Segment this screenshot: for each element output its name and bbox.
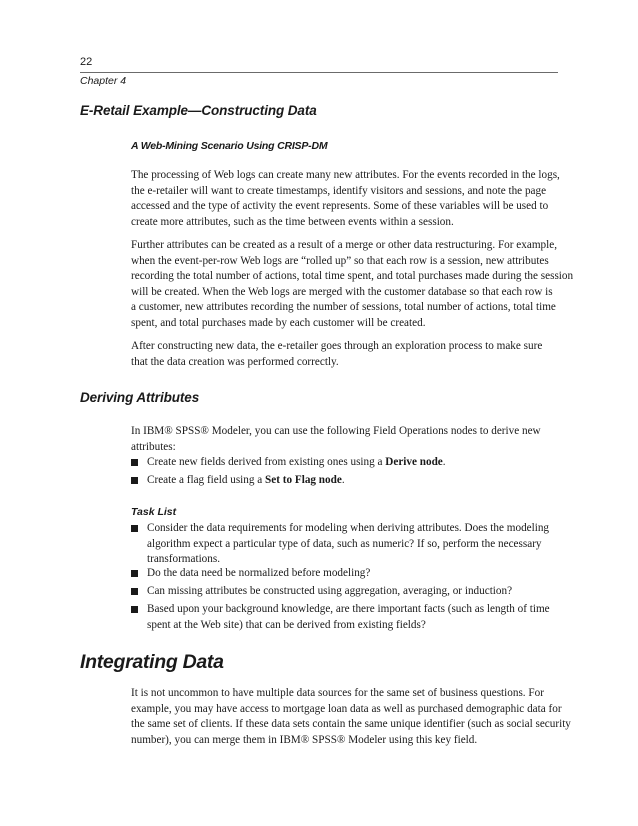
- section-title-eretail: E-Retail Example—Constructing Data: [80, 103, 317, 118]
- page-number: 22: [80, 56, 93, 68]
- paragraph-eretail-1: The processing of Web logs can create many new attributes. For the events recorded in the logs, the e-retailer will want to create timestamps, identify visitors and sessions, and note the page accessed and the type of activity the event represents. Some of these variables will be used to create more attributes, such as the time between events within a session.: [131, 169, 560, 228]
- paragraph-integrating: It is not uncommon to have multiple data sources for the same set of business questions. For example, you may have access to mortgage loan data as well as purchased demographic data for the same set of clients. If these data sets contain the same unique identifier (such as social security number), you can merge them in IBM® SPSS® Modeler using this key field.: [131, 687, 571, 746]
- paragraph-eretail-3: After constructing new data, the e-retailer goes through an exploration process to make sure that the data creation was performed correctly.: [131, 340, 543, 368]
- task-list-title: Task List: [131, 506, 177, 518]
- chapter-label: Chapter 4: [80, 75, 127, 87]
- scenario-subtitle: A Web-Mining Scenario Using CRISP-DM: [131, 140, 328, 152]
- section-title-deriving: Deriving Attributes: [80, 390, 200, 405]
- bullet-square-icon: [131, 588, 138, 595]
- bullet-square-icon: [131, 477, 138, 484]
- bullet-square-icon: [131, 570, 138, 577]
- section-title-integrating: Integrating Data: [80, 651, 224, 673]
- bullet-square-icon: [131, 606, 138, 613]
- paragraph-eretail-2: Further attributes can be created as a result of a merge or other data restructuring. For example, when the event-per-row Web logs are “rolled up” so that each row is a session, new attributes recording the total number of actions, total time spent, and total purchases made during the session will be created. When the Web logs are merged with the customer database so that each row is a customer, new attributes recording the number of sessions, total number of actions, total time spent, and total purchases made by each customer will be created.: [131, 239, 574, 329]
- header-rule: [80, 72, 558, 73]
- bullet-square-icon: [131, 525, 138, 532]
- bullet-square-icon: [131, 459, 138, 466]
- paragraph-deriving-intro: In IBM® SPSS® Modeler, you can use the following Field Operations nodes to derive new attributes:: [131, 425, 541, 453]
